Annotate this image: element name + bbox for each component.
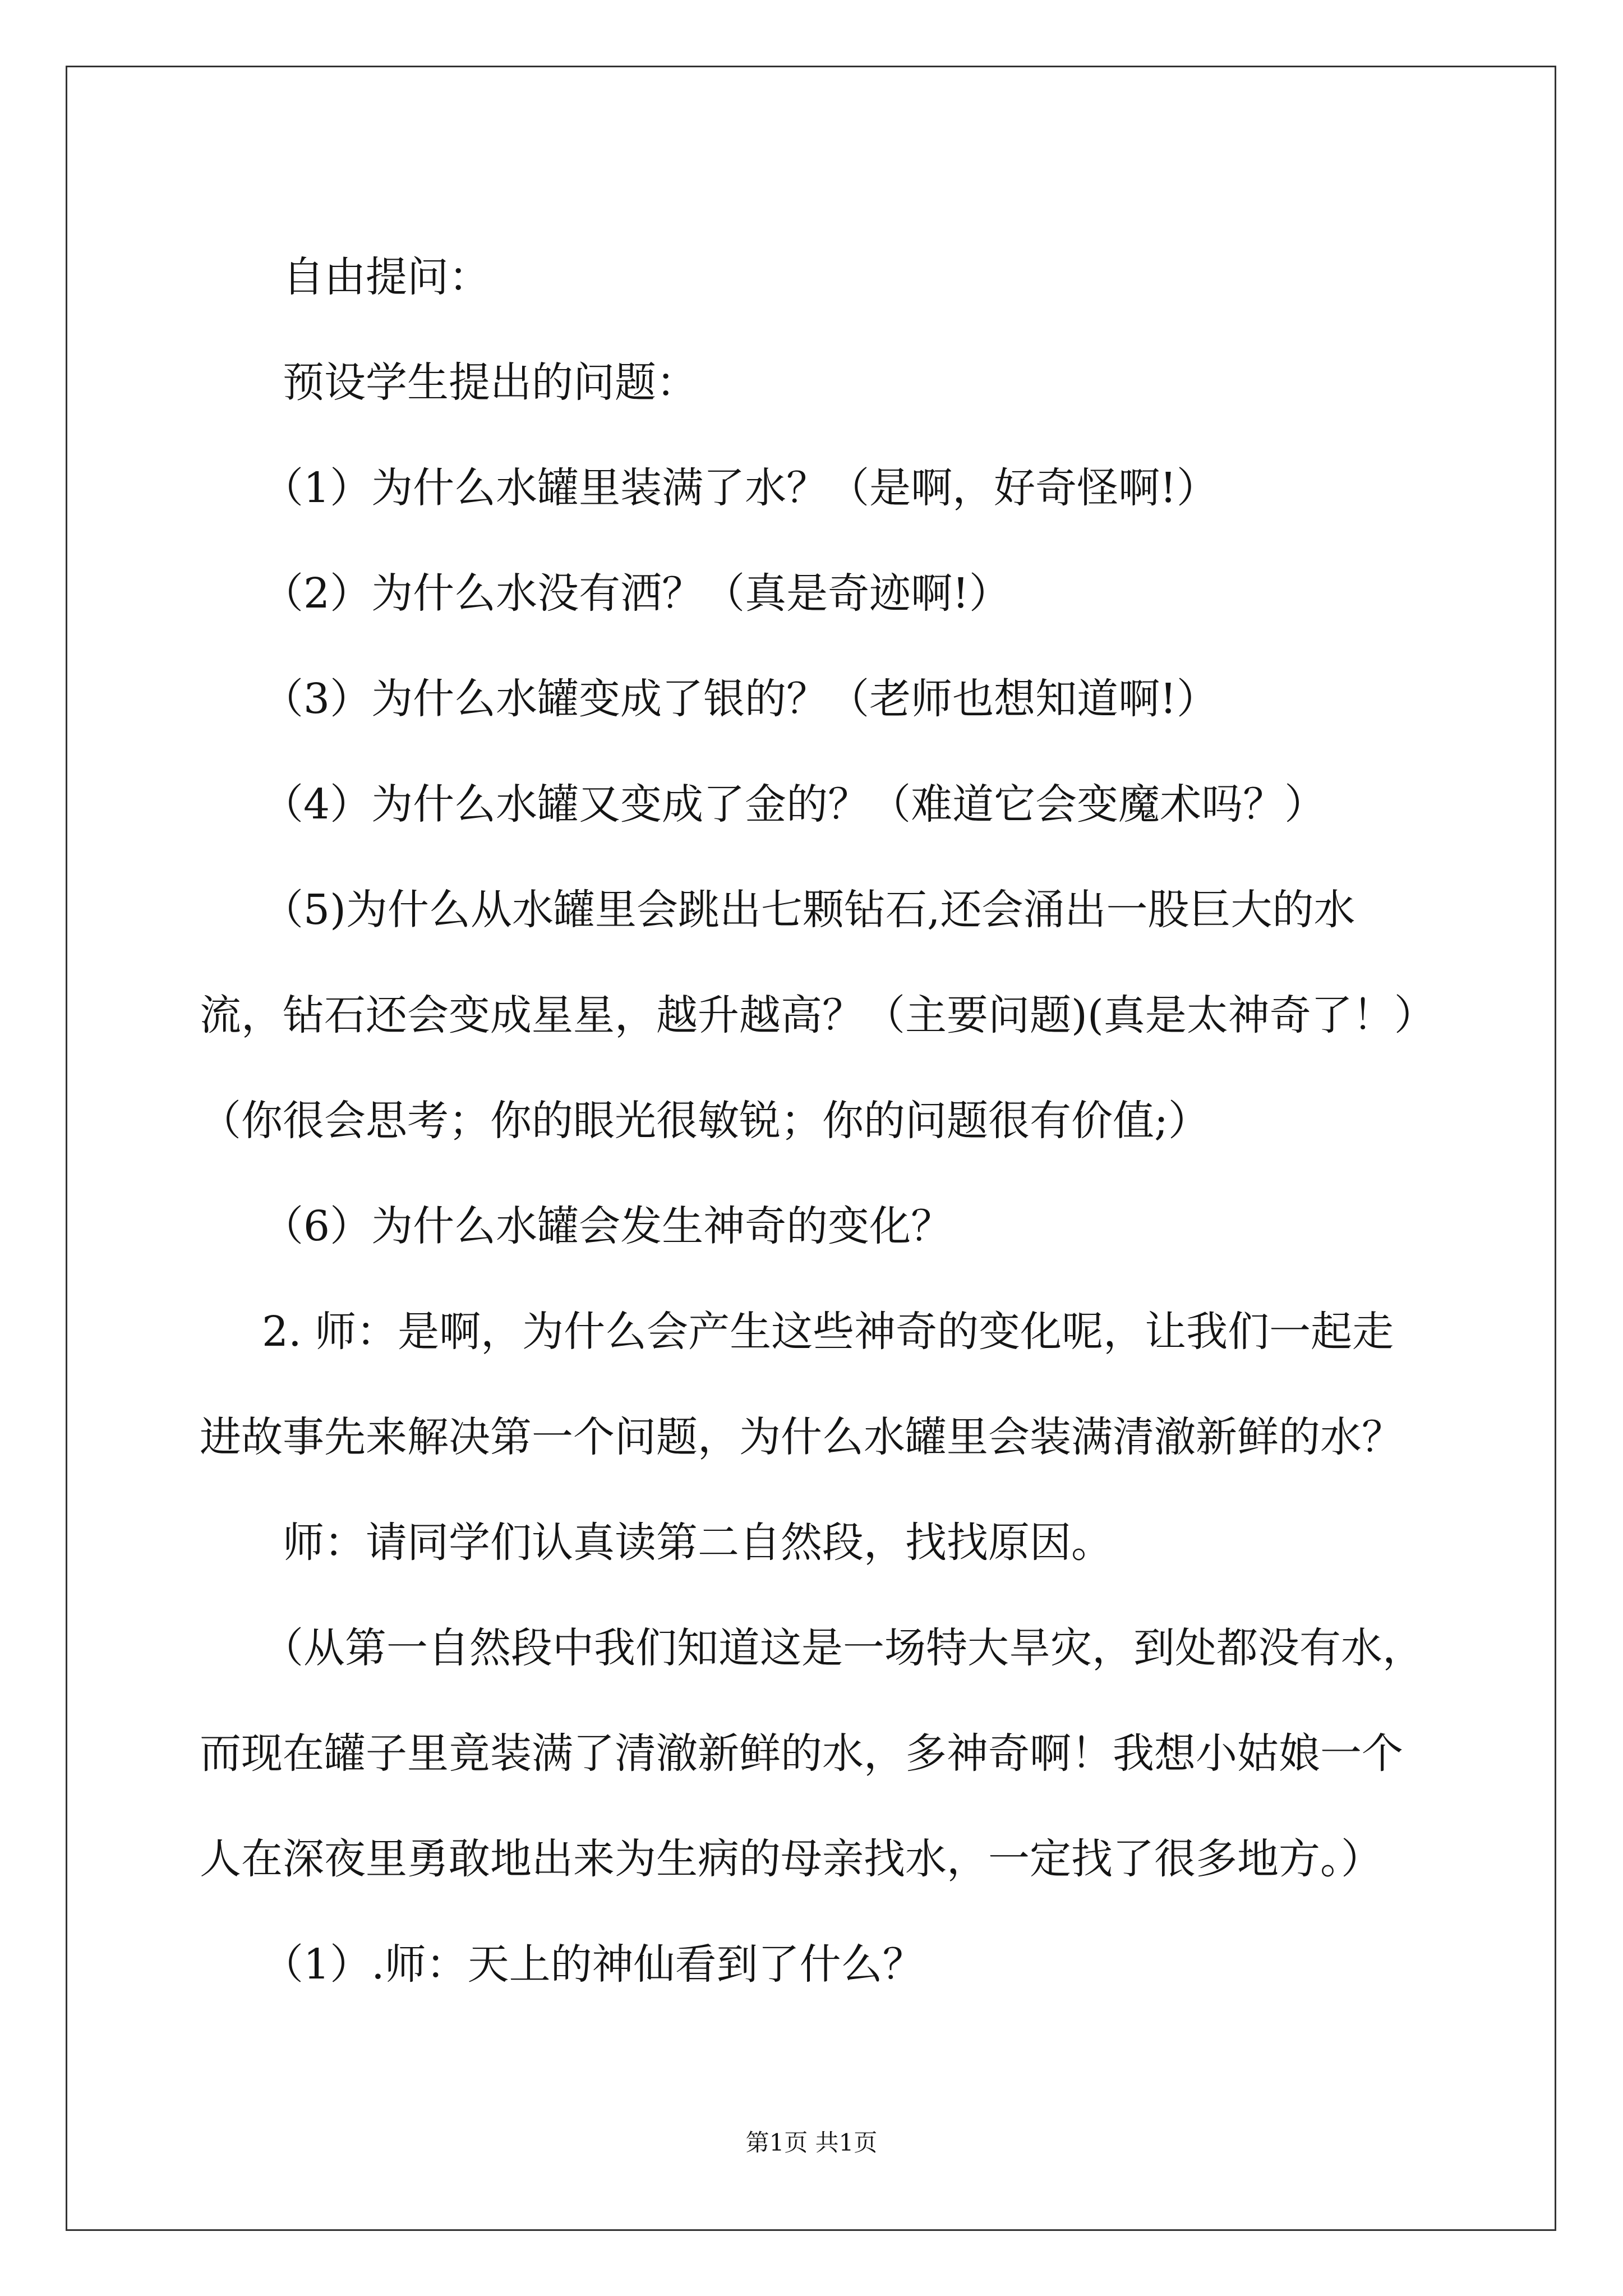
paragraph: （6）为什么水罐会发生神奇的变化？	[262, 1202, 953, 1250]
document-body	[200, 224, 1433, 2017]
paragraph: （从第一自然段中我们知道这是一场特大旱灾，到处都没有水，而现在罐子里竟装满了清澈新鲜的水，多神奇啊！我想小姑娘一个人在深夜里勇敢地出来为生病的母亲找水，一定找了很多地方。）	[200, 1624, 1424, 1883]
paragraph: （1）.师：天上的神仙看到了什么？	[262, 1940, 924, 1989]
paragraph: （2）为什么水没有洒？（真是奇迹啊!）	[262, 569, 1011, 618]
page-footer	[0, 2126, 1623, 2160]
page-number: 第1页 共1页	[745, 2129, 878, 2156]
paragraph: 2. 师：是啊，为什么会产生这些神奇的变化呢，让我们一起走进故事先来解决第一个问题，为什么水罐里会装满清澈新鲜的水？	[200, 1308, 1403, 1461]
paragraph: （4）为什么水罐又变成了金的？（难道它会变魔术吗？）	[262, 780, 1326, 829]
paragraph: （5)为什么从水罐里会跳出七颗钻石,还会涌出一股巨大的水流，钻石还会变成星星，越升越高？（主要问题)(真是太神奇了！）（你很会思考；你的眼光很敏锐；你的问题很有价值;）	[200, 886, 1415, 1145]
paragraph: （3）为什么水罐变成了银的？（老师也想知道啊!）	[262, 675, 1218, 723]
paragraph: 自由提问：	[283, 253, 490, 301]
paragraph: （1）为什么水罐里装满了水？（是啊，好奇怪啊!）	[262, 464, 1218, 512]
paragraph: 师：请同学们认真读第二自然段，找找原因。	[283, 1519, 1113, 1567]
paragraph: 预设学生提出的问题：	[283, 358, 698, 407]
